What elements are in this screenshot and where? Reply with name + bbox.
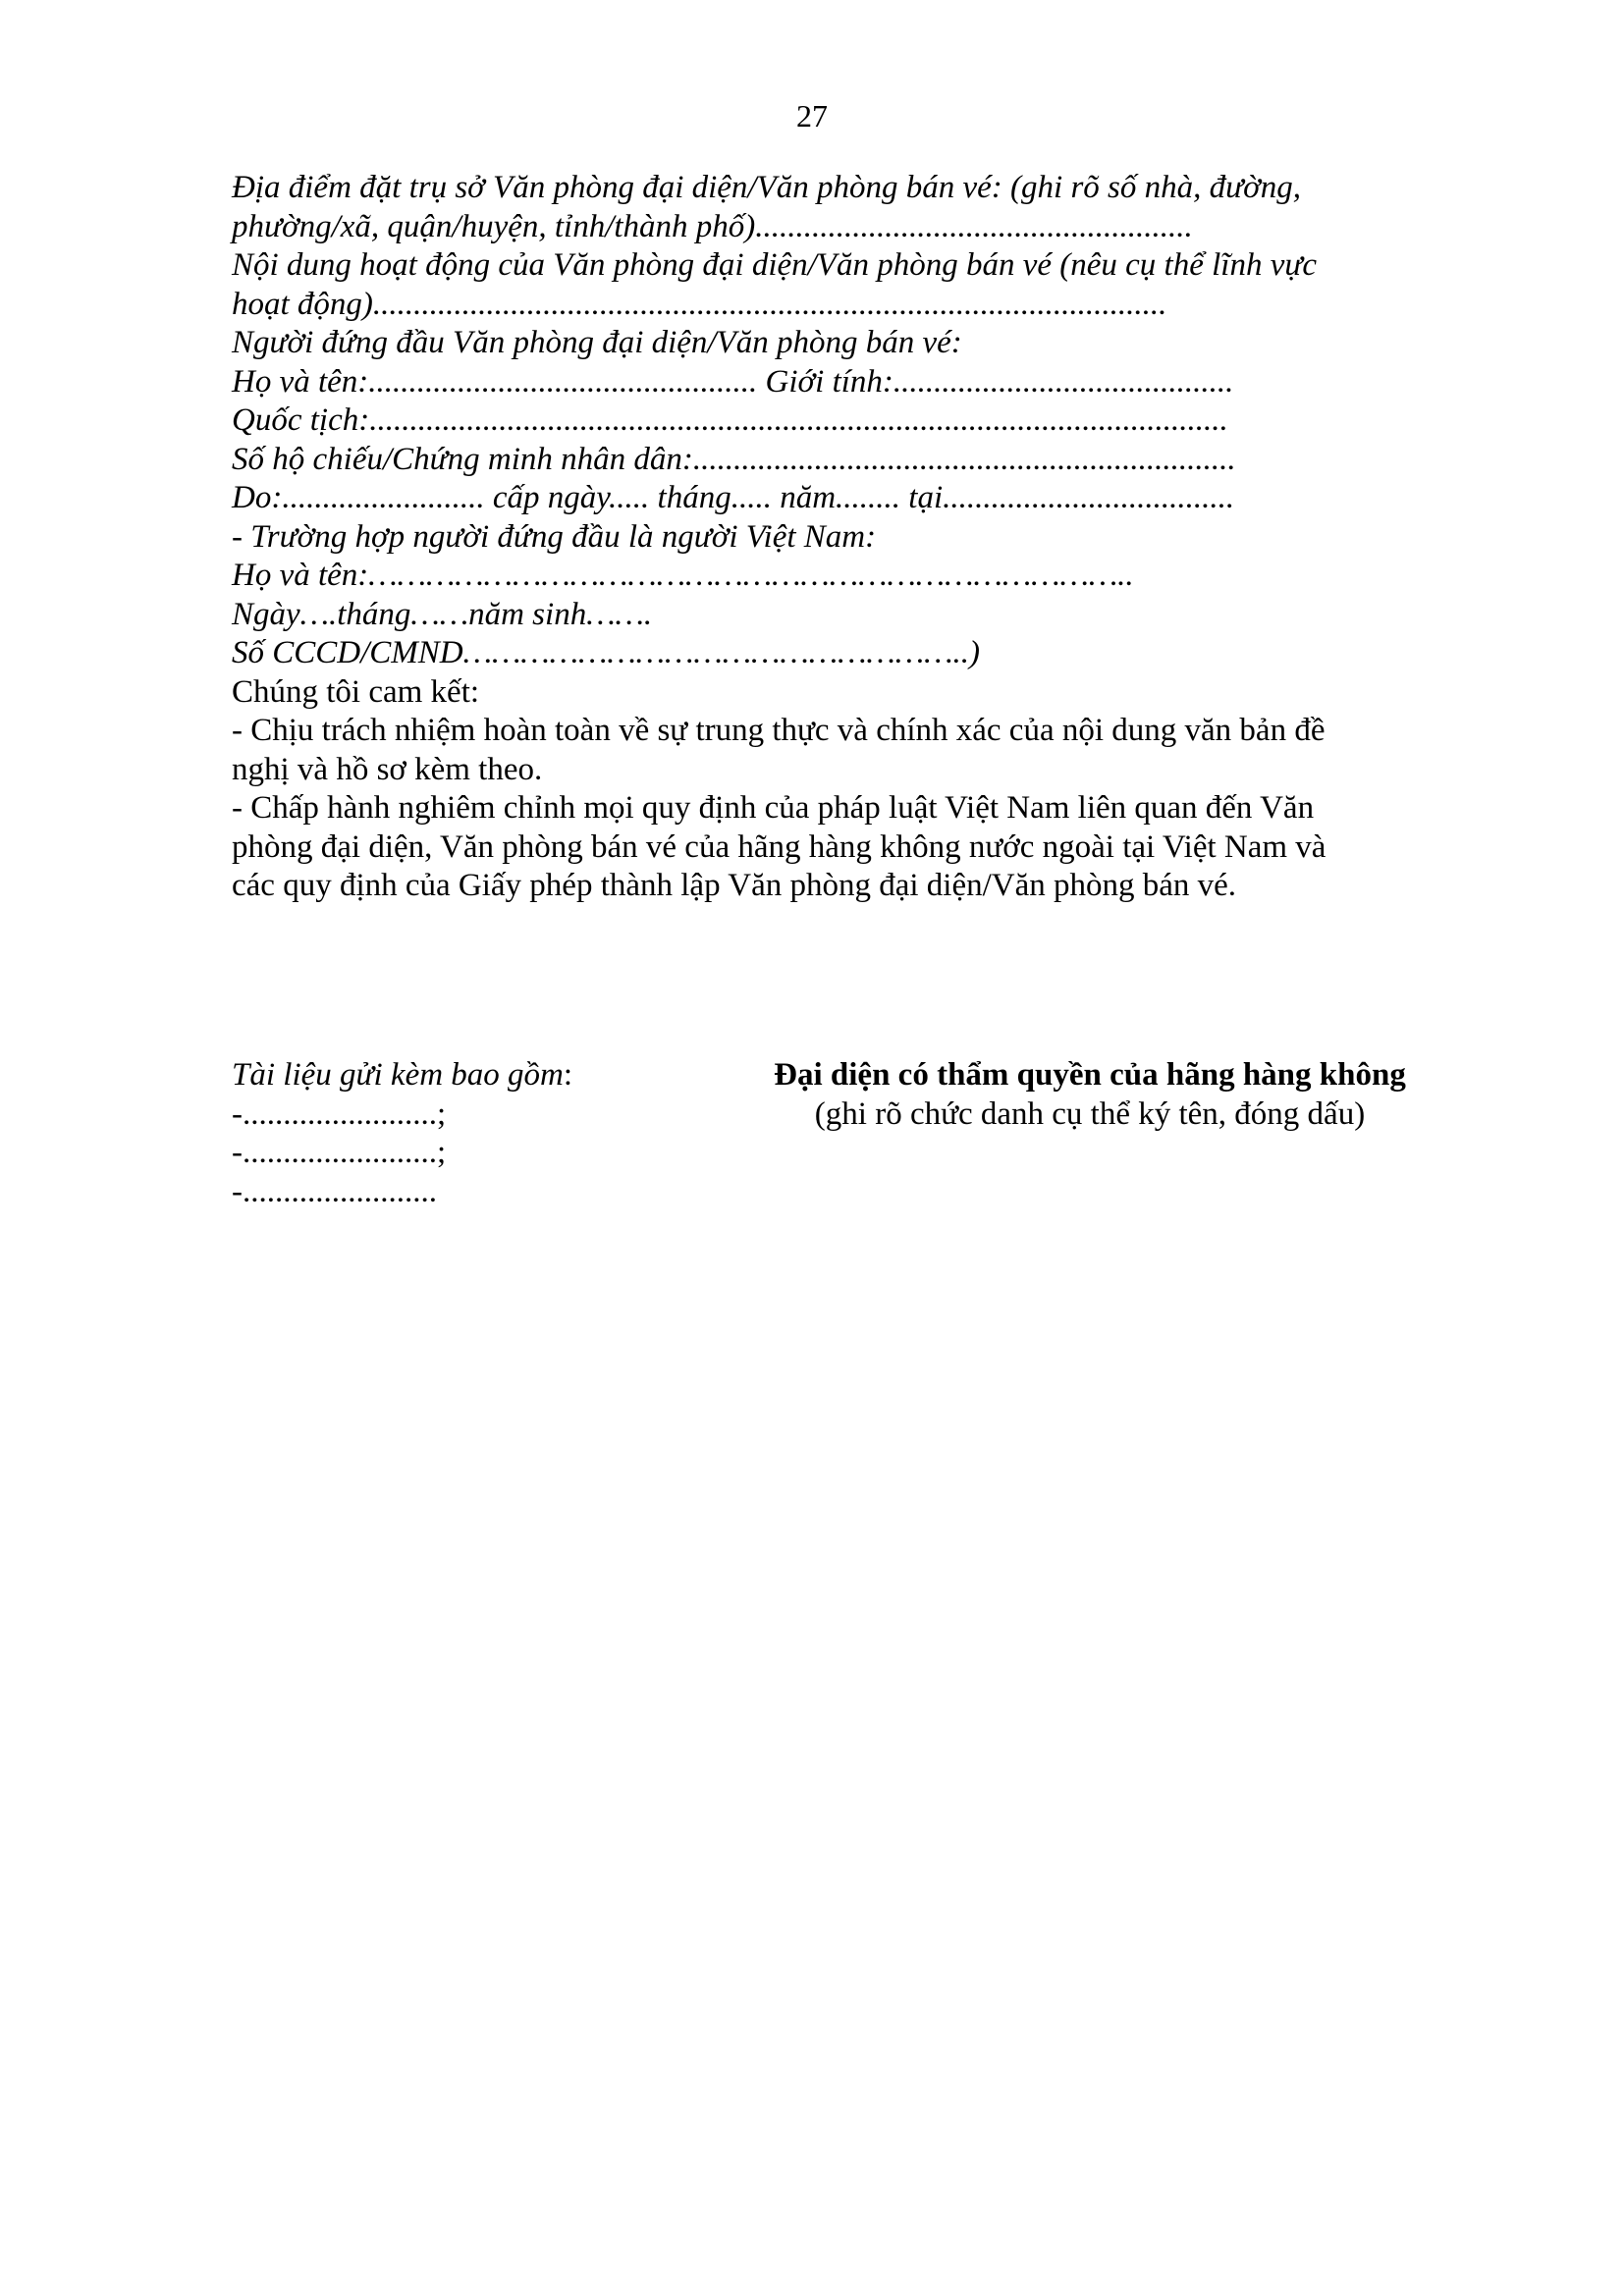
nationality-line: Quốc tịch:..........................................................................................................	[232, 402, 1228, 438]
commitment-line: - Chấp hành nghiêm chỉnh mọi quy định của pháp luật Việt Nam liên quan đến Văn	[232, 790, 1315, 826]
attachments-label: Tài liệu gửi kèm bao gồm	[232, 1057, 564, 1093]
name-gender-line: Họ và tên:................................................ Giới tính:..........................................	[232, 363, 1234, 400]
attachment-item: -........................;	[232, 1095, 447, 1132]
office-activity-line-1: Nội dung hoạt động của Văn phòng đại diện/Văn phòng bán vé (nêu cụ thể lĩnh vực	[232, 247, 1317, 283]
attachments-label-row	[232, 1056, 572, 1095]
attachment-item: -........................	[232, 1173, 437, 1209]
attachment-item: -........................;	[232, 1135, 447, 1170]
office-activity-line-2: hoạt động)..................................................................................................	[232, 286, 1167, 322]
vn-id-line: Số CCCD/CMND……………………………………………..)	[232, 635, 980, 670]
office-address-line-2: phường/xã, quận/huyện, tỉnh/thành phố)......................................................	[232, 208, 1193, 244]
vn-name-line: Họ và tên:……………………………………………………………………..	[232, 558, 1134, 593]
commitment-line: - Chịu trách nhiệm hoàn toàn về sự trung thực và chính xác của nội dung văn bản đề	[232, 713, 1326, 748]
signature-title: Đại diện có thẩm quyền của hãng hàng không	[774, 1057, 1406, 1093]
office-address-line-1: Địa điểm đặt trụ sở Văn phòng đại diện/Văn phòng bán vé: (ghi rõ số nhà, đường,	[232, 170, 1301, 205]
form-body	[232, 169, 1439, 906]
vietnamese-head-heading: - Trường hợp người đứng đầu là người Việt Nam:	[232, 518, 877, 555]
commitment-line: nghị và hồ sơ kèm theo.	[232, 751, 543, 787]
signature-block	[707, 1056, 1473, 1134]
passport-id-line: Số hộ chiếu/Chứng minh nhân dân:...................................................................	[232, 441, 1236, 477]
commitment-heading: Chúng tôi cam kết:	[232, 673, 480, 710]
page-number: 27	[796, 98, 828, 133]
signature-note: (ghi rõ chức danh cụ thể ký tên, đóng dấu)	[814, 1095, 1366, 1132]
commitment-line: phòng đại diện, Văn phòng bán vé của hãng hàng không nước ngoài tại Việt Nam và	[232, 828, 1326, 865]
issued-by-line: Do:......................... cấp ngày..... tháng..... năm........ tại....................................	[232, 480, 1235, 515]
vn-birthdate-line: Ngày….tháng……năm sinh…….	[232, 596, 653, 632]
commitment-line: các quy định của Giấy phép thành lập Văn phòng đại diện/Văn phòng bán vé.	[232, 868, 1237, 903]
attachments-colon: :	[563, 1057, 573, 1093]
attachments-list	[232, 1056, 572, 1211]
head-of-office-heading: Người đứng đầu Văn phòng đại diện/Văn phòng bán vé:	[232, 325, 962, 360]
